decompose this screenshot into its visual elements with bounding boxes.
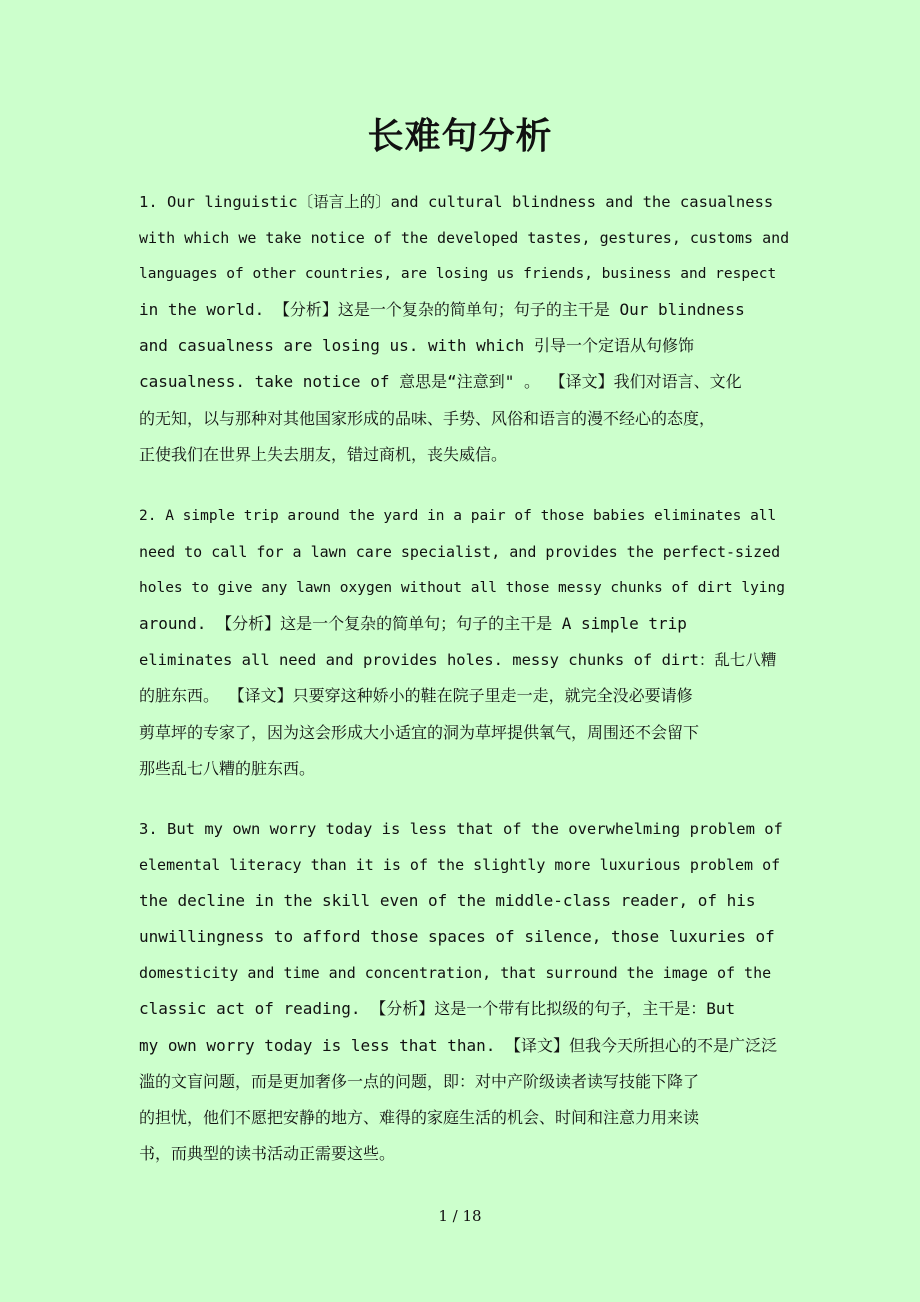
paragraph-line: classic act of reading. 【分析】这是一个带有比拟级的句子，主干是：But	[139, 999, 736, 1019]
paragraph-line: 的担忧，他们不愿把安静的地方、难得的家庭生活的机会、时间和注意力用来读	[139, 1107, 700, 1127]
paragraph-3	[139, 811, 789, 1172]
paragraph-1	[139, 184, 789, 473]
paragraph-line: 的脏东西。 【译文】只要穿这种娇小的鞋在院子里走一走，就完全没必要请修	[139, 686, 693, 706]
paragraph-line: 1. Our linguistic〔语言上的〕and cultural blindness and the casualness	[139, 193, 774, 211]
paragraph-2	[139, 498, 789, 787]
paragraph-line: 滥的文盲问题，而是更加奢侈一点的问题，即：对中产阶级读者读写技能下降了	[139, 1071, 700, 1091]
paragraph-line: 剪草坪的专家了，因为这会形成大小适宜的洞为草坪提供氧气，周围还不会留下	[139, 722, 700, 742]
paragraph-line: unwillingness to afford those spaces of silence, those luxuries of	[139, 927, 775, 947]
paragraph-line: 3. But my own worry today is less that of the overwhelming problem of	[139, 820, 783, 838]
page-title: 长难句分析	[367, 115, 553, 157]
paragraph-line: domesticity and time and concentration, that surround the image of the	[139, 964, 772, 983]
paragraph-line: 正使我们在世界上失去朋友，错过商机，丧失威信。	[139, 444, 508, 464]
paragraph-line: my own worry today is less that than. 【译文】但我今天所担心的不是广泛泛	[139, 1035, 778, 1055]
paragraph-line: 2. A simple trip around the yard in a pair of those babies eliminates all	[139, 508, 777, 524]
paragraph-line: need to call for a lawn care specialist, and provides the perfect-sized	[139, 543, 781, 562]
paragraph-line: languages of other countries, are losing us friends, business and respect	[139, 266, 777, 283]
paragraph-line: casualness. take notice of 意思是“注意到" 。 【译文】我们对语言、文化	[139, 372, 742, 392]
paragraph-line: with which we take notice of the developed tastes, gestures, customs and	[139, 229, 790, 248]
paragraph-line: the decline in the skill even of the middle-class reader, of his	[139, 891, 756, 911]
paragraph-line: eliminates all need and provides holes. messy chunks of dirt：乱七八糟	[139, 651, 777, 670]
paragraph-line: around. 【分析】这是一个复杂的简单句；句子的主干是 A simple trip	[139, 614, 687, 634]
paragraph-line: in the world. 【分析】这是一个复杂的简单句；句子的主干是 Our blindness	[139, 300, 745, 320]
paragraph-line: holes to give any lawn oxygen without all those messy chunks of dirt lying	[139, 580, 786, 597]
paragraph-line: elemental literacy than it is of the slightly more luxurious problem of	[139, 856, 781, 875]
page-number: 1 / 18	[438, 1207, 482, 1225]
paragraph-line: 书，而典型的读书活动正需要这些。	[139, 1143, 396, 1163]
paragraph-line: and casualness are losing us. with which 引导一个定语从句修饰	[139, 336, 694, 356]
paragraph-line: 那些乱七八糟的脏东西。	[139, 758, 316, 778]
paragraph-line: 的无知，以与那种对其他国家形成的品味、手势、风俗和语言的漫不经心的态度，	[139, 408, 716, 428]
